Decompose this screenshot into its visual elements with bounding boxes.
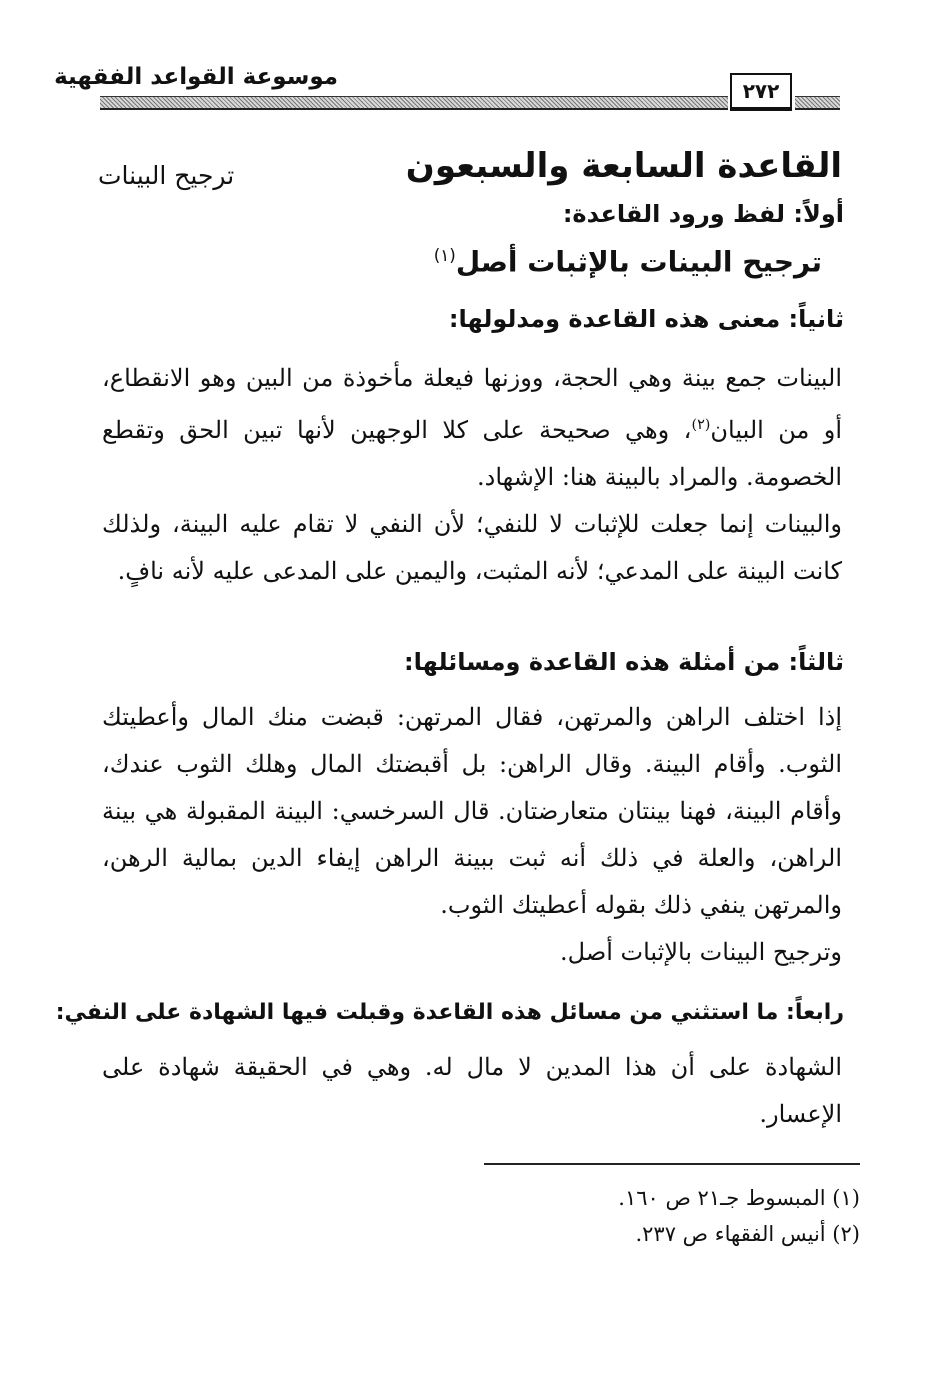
meaning-paragraph-1 <box>102 355 842 501</box>
header-rule-left <box>100 96 728 110</box>
footnote-2: (٢) أنيس الفقهاء ص ٢٣٧. <box>635 1222 860 1246</box>
exceptions-paragraph <box>102 1044 842 1138</box>
footnote-1: (١) المبسوط جـ٢١ ص ١٦٠. <box>618 1186 860 1210</box>
meaning-text-b: ، وهي صحيحة على كلا الوجهين لأنها تبين الحق وتقطع الخصومة. والمراد بالبينة هنا: الإشهاد. <box>102 416 842 491</box>
exceptions-paragraph-1: الشهادة على أن هذا المدين لا مال له. وهي في الحقيقة شهادة على الإعسار. <box>102 1053 842 1128</box>
chapter-title: القاعدة السابعة والسبعون <box>405 146 842 186</box>
rule-statement <box>434 245 822 278</box>
topic-label: ترجيح البينات <box>98 161 235 190</box>
section-heading-first: أولاً: لفظ ورود القاعدة: <box>562 200 844 228</box>
section-heading-third: ثالثاً: من أمثلة هذه القاعدة ومسائلها: <box>403 648 844 676</box>
header-rule-right <box>795 96 840 110</box>
footnote-ref-1: (١) <box>433 245 456 265</box>
meaning-text-a: البينات جمع بينة وهي الحجة، ووزنها فيعلة مأخوذة من البين وهو الانقطاع، أو من البيان <box>102 364 843 444</box>
examples-paragraph <box>102 694 842 976</box>
section-heading-second: ثانياً: معنى هذه القاعدة ومدلولها: <box>448 305 844 333</box>
meaning-paragraph-2: والبينات إنما جعلت للإثبات لا للنفي؛ لأن النفي لا تقام عليه البينة، ولذلك كانت البينة على المدعي؛ لأنه المثبت، واليمين على المدعى عليه لأنه نافٍ. <box>102 510 842 585</box>
footnote-ref-2: (٢) <box>691 417 711 433</box>
footnote-separator <box>484 1163 860 1165</box>
examples-paragraph-2: وترجيح البينات بالإثبات أصل. <box>560 938 842 966</box>
meaning-paragraph <box>102 355 842 595</box>
examples-paragraph-1: إذا اختلف الراهن والمرتهن، فقال المرتهن: قبضت منك المال وأعطيتك الثوب. وأقام البينة. وقال الراهن: بل أقبضتك المال وهلك الثوب عندك، وأقام البينة، فهنا بينتان متعارضتان. قال السرخسي: البينة المقبولة هي بينة الراهن، والعلة في ذلك أنه ثبت ببينة الراهن إيفاء الدين بمالية الرهن، والمرتهن ينفي ذلك بقوله أعطيتك الثوب. <box>102 703 842 919</box>
section-heading-fourth: رابعاً: ما استثني من مسائل هذه القاعدة وقبلت فيها الشهادة على النفي: <box>55 1000 844 1025</box>
book-title: موسوعة القواعد الفقهية <box>54 64 338 90</box>
footnotes <box>618 1180 860 1252</box>
rule-statement-text: ترجيح البينات بالإثبات أصل <box>455 245 822 279</box>
page-number: ٢٧٢ <box>730 73 792 111</box>
